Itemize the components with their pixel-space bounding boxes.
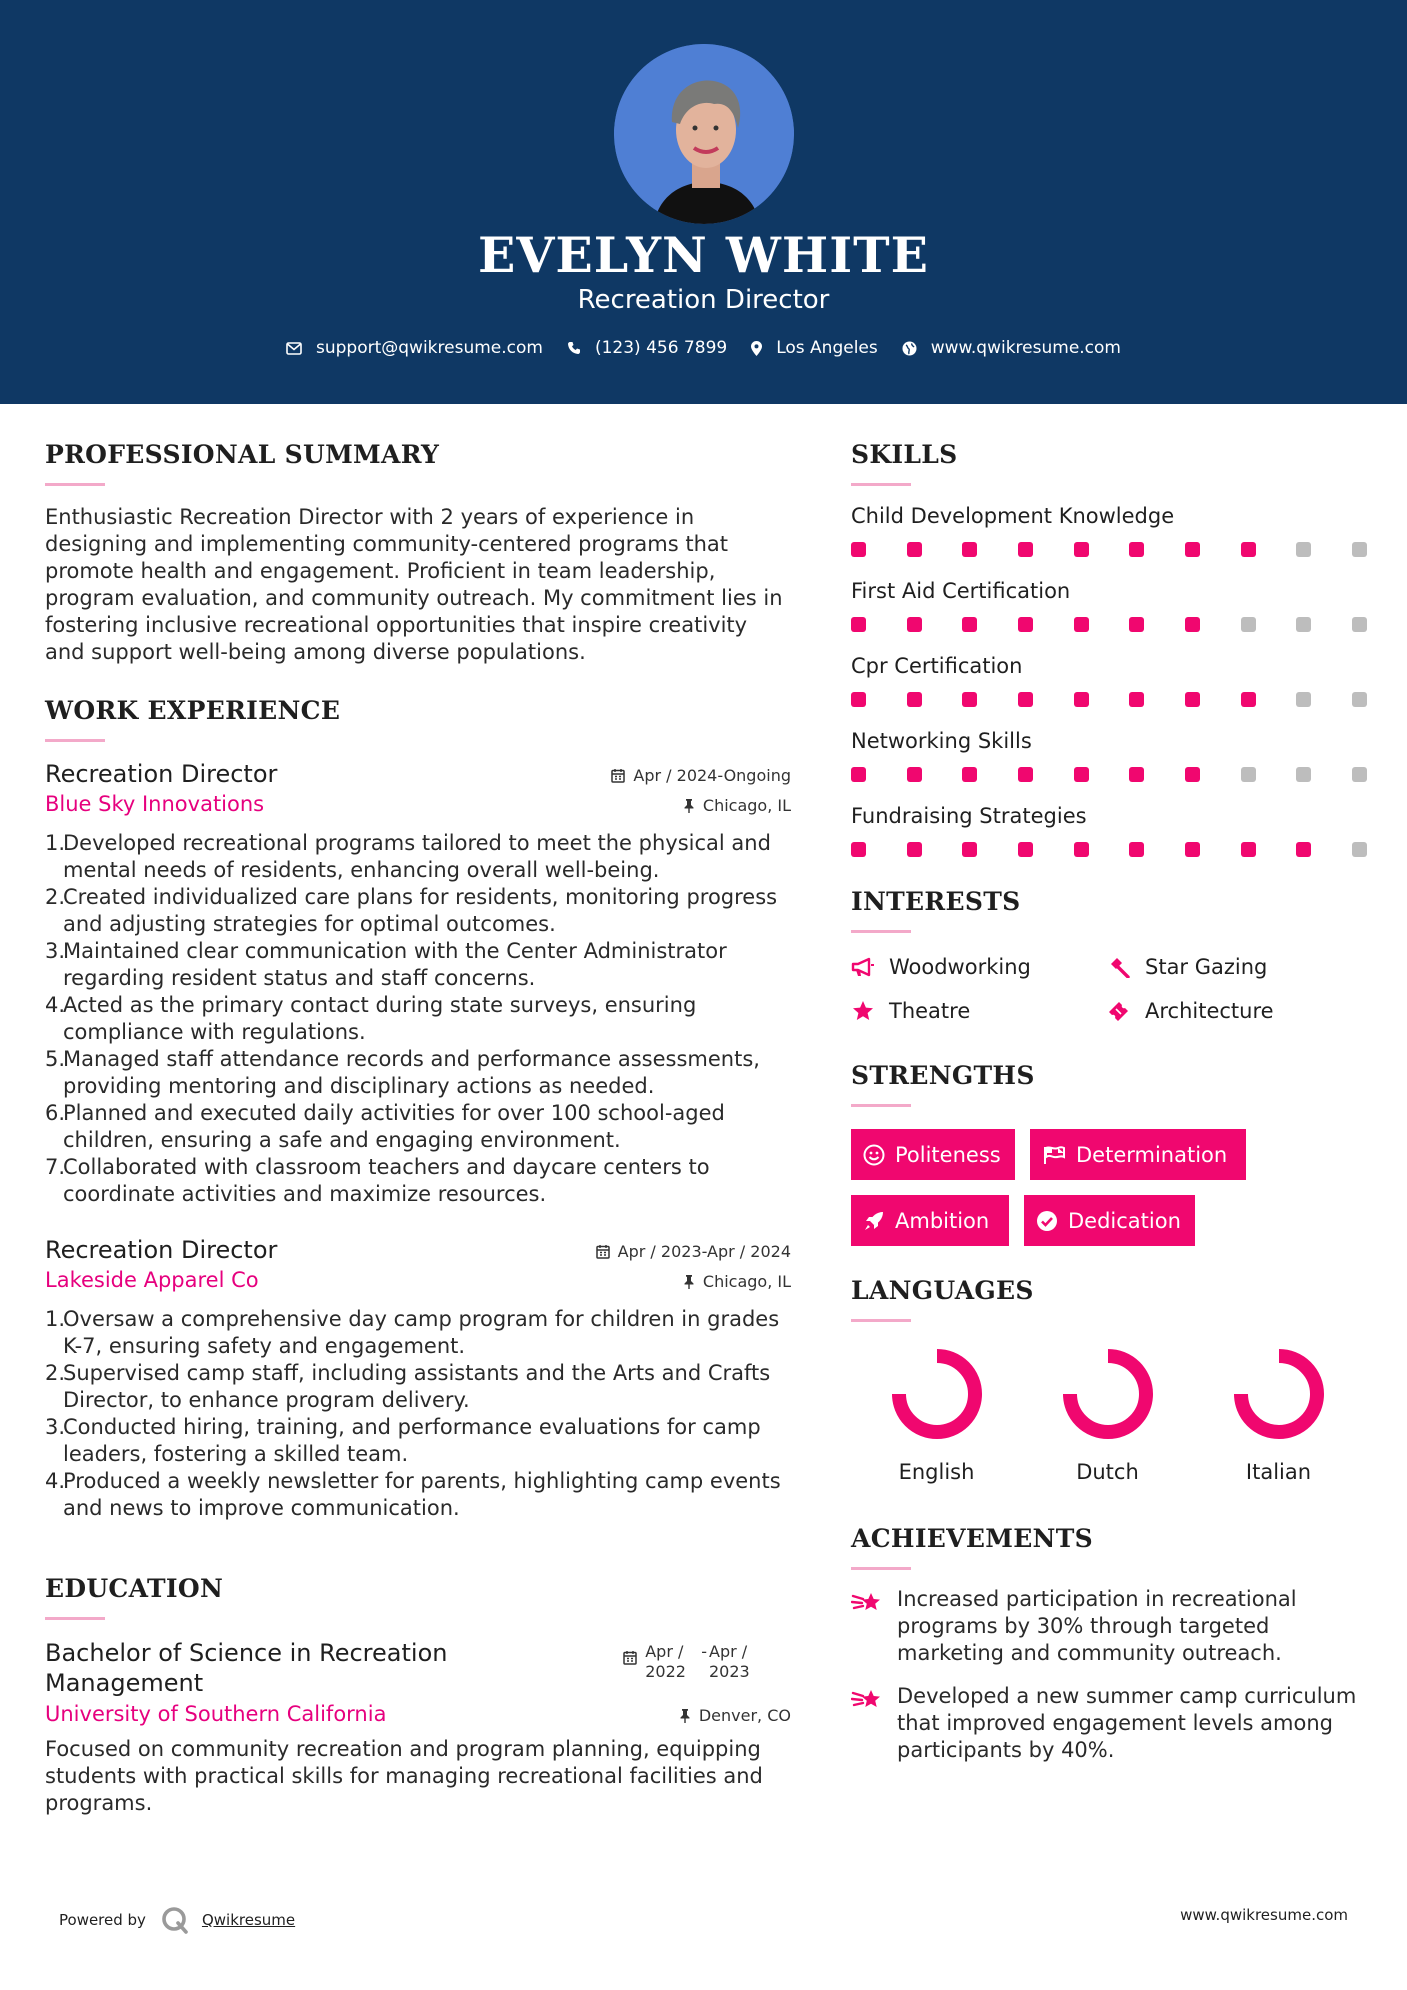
phone-icon (567, 341, 581, 355)
section-divider (851, 1319, 911, 1322)
skill-rating (851, 767, 1367, 782)
rating-dot-filled (1241, 542, 1256, 557)
qwikresume-link[interactable]: Qwikresume (201, 1911, 296, 1929)
rating-dot-filled (1129, 617, 1144, 632)
job-bullets (45, 1306, 791, 1522)
section-divider (851, 930, 911, 933)
education-subheader (45, 1702, 791, 1726)
star-icon (851, 1000, 875, 1022)
language-name: Italian (1245, 1460, 1312, 1484)
company-name: Blue Sky Innovations (45, 792, 265, 816)
rating-dot-empty (1296, 692, 1311, 707)
skill-name: Cpr Certification (851, 654, 1023, 678)
rating-dot-filled (1018, 617, 1033, 632)
portrait-image (614, 44, 794, 224)
languages-list (851, 1346, 1367, 1484)
job-bullet: Created individualized care plans for residents, monitoring progress and adjusting strategies for optimal outcomes. (63, 885, 778, 936)
rating-dot-filled (1074, 542, 1089, 557)
candidate-name: EVELYN WHITE (478, 226, 929, 284)
rating-dot-filled (1129, 542, 1144, 557)
language-level-ring (889, 1346, 985, 1442)
strength-tag (851, 1129, 1015, 1180)
rating-dot-empty (1241, 767, 1256, 782)
candidate-role: Recreation Director (577, 285, 830, 315)
job-location-text: Chicago, IL (702, 796, 791, 815)
skill-rating (851, 542, 1367, 557)
shooting-star-icon (851, 1687, 885, 1713)
interest-label: Architecture (1145, 999, 1274, 1023)
rating-dot-empty (1241, 617, 1256, 632)
rating-dot-empty (1352, 842, 1367, 857)
achievements-list (851, 1586, 1367, 1764)
contact-email[interactable] (286, 338, 543, 358)
calendar-icon (611, 768, 625, 783)
skill-item (851, 654, 1367, 707)
rating-dot-empty (1352, 617, 1367, 632)
education-start: Apr / 2022 (645, 1642, 686, 1681)
degree-title: Bachelor of Science in Recreation Management (45, 1639, 448, 1697)
summary-heading: PROFESSIONAL SUMMARY (45, 440, 440, 469)
skills-heading: SKILLS (851, 440, 958, 469)
education-heading: EDUCATION (45, 1574, 224, 1603)
language-name: English (898, 1460, 975, 1484)
strengths-heading: STRENGTHS (851, 1061, 1035, 1090)
school-name: University of Southern California (45, 1702, 387, 1726)
language-name: Dutch (1076, 1460, 1139, 1484)
skill-item (851, 579, 1367, 632)
flag-icon (1042, 1145, 1066, 1165)
interests-list (851, 955, 1367, 1023)
interest-label: Theatre (889, 999, 971, 1023)
job-bullet: Developed recreational programs tailored to meet the physical and mental needs of residents, enhancing overall well-being. (63, 831, 771, 882)
ticket-icon (1107, 1000, 1131, 1022)
rating-dot-filled (851, 542, 866, 557)
rating-dot-filled (907, 842, 922, 857)
achievement-item (851, 1683, 1367, 1764)
rating-dot-filled (1185, 542, 1200, 557)
job-dates-text: Apr / 2023-Apr / 2024 (617, 1242, 791, 1261)
rating-dot-filled (1129, 692, 1144, 707)
strengths-section (851, 1061, 1367, 1246)
map-pin-icon (751, 341, 762, 356)
contact-website[interactable] (902, 338, 1121, 358)
shooting-star-icon (851, 1590, 885, 1616)
job-bullet: Acted as the primary contact during state surveys, ensuring compliance with regulations. (63, 993, 697, 1044)
rating-dot-filled (1018, 692, 1033, 707)
job-title: Recreation Director (45, 1236, 278, 1264)
job-header (45, 760, 791, 788)
pushpin-icon (683, 798, 695, 813)
rating-dot-filled (962, 767, 977, 782)
date-separator: - (701, 1642, 707, 1661)
rating-dot-filled (1185, 692, 1200, 707)
interest-label: Star Gazing (1145, 955, 1268, 979)
rating-dot-filled (1074, 842, 1089, 857)
skill-name: First Aid Certification (851, 579, 1071, 603)
skills-section (851, 440, 1367, 857)
globe-icon (902, 341, 917, 356)
job-title: Recreation Director (45, 760, 278, 788)
interests-heading: INTERESTS (851, 887, 1021, 916)
education-location (679, 1706, 791, 1725)
job-location (683, 1272, 791, 1291)
calendar-icon (596, 1244, 610, 1259)
job-header (45, 1236, 791, 1264)
language-level-ring (1060, 1346, 1156, 1442)
job-dates-text: Apr / 2024-Ongoing (633, 766, 791, 785)
strength-tag (1030, 1129, 1246, 1180)
achievement-item (851, 1586, 1367, 1667)
rating-dot-filled (1185, 842, 1200, 857)
rating-dot-filled (1018, 542, 1033, 557)
education-location-text: Denver, CO (698, 1706, 791, 1725)
bullhorn-icon (851, 957, 875, 977)
rating-dot-filled (1074, 692, 1089, 707)
section-divider (45, 739, 105, 742)
skill-rating (851, 692, 1367, 707)
section-divider (851, 1104, 911, 1107)
summary-section (45, 440, 791, 666)
rating-dot-filled (907, 692, 922, 707)
education-section (45, 1574, 791, 1817)
rating-dot-filled (1074, 617, 1089, 632)
pushpin-icon (679, 1708, 691, 1723)
language-level-arc (899, 1356, 975, 1432)
job-bullet: Produced a weekly newsletter for parents, highlighting camp events and news to improve communication. (63, 1469, 781, 1520)
check-circle-icon (1036, 1210, 1058, 1232)
language-item (1193, 1346, 1364, 1484)
envelope-icon (286, 342, 302, 355)
experience-section (45, 696, 791, 1522)
section-divider (851, 1567, 911, 1570)
skill-name: Fundraising Strategies (851, 804, 1087, 828)
job-bullet: Planned and executed daily activities for over 100 school-aged children, ensuring a safe and engaging environment. (63, 1101, 725, 1152)
header-banner (0, 0, 1407, 404)
skill-item (851, 729, 1367, 782)
job-subheader (45, 792, 791, 816)
job-bullet: Managed staff attendance records and performance assessments, providing mentoring and disciplinary actions as needed. (63, 1047, 760, 1098)
education-dates (623, 1642, 757, 1682)
summary-text: Enthusiastic Recreation Director with 2 years of experience in designing and implementing community-centered programs that promote health and engagement. Proficient in team leadership, program evaluation, and community outreach. My commitment lies in fostering inclusive recreational opportunities that inspire creativity and support well-being among diverse populations. (45, 505, 783, 664)
skill-item (851, 804, 1367, 857)
languages-section (851, 1276, 1367, 1484)
section-divider (45, 483, 105, 486)
strength-tag (851, 1195, 1009, 1246)
job-subheader (45, 1268, 791, 1292)
rating-dot-filled (1185, 617, 1200, 632)
experience-heading: WORK EXPERIENCE (45, 696, 341, 725)
education-header (45, 1638, 791, 1698)
achievement-text: Increased participation in recreational programs by 30% through targeted marketing and community outreach. (897, 1587, 1297, 1665)
job-bullet: Oversaw a comprehensive day camp program for children in grades K-7, ensuring safety and engagement. (63, 1307, 780, 1358)
contact-bar (0, 338, 1407, 358)
language-item (1022, 1346, 1193, 1484)
rating-dot-filled (962, 542, 977, 557)
smile-icon (863, 1144, 885, 1166)
left-column (45, 440, 791, 1817)
calendar-icon (623, 1650, 637, 1665)
job-bullet: Collaborated with classroom teachers and daycare centers to coordinate activities and maximize resources. (63, 1155, 710, 1206)
skill-item (851, 504, 1367, 557)
strength-label: Dedication (1068, 1208, 1181, 1233)
rating-dot-empty (1296, 767, 1311, 782)
email-text: support@qwikresume.com (316, 338, 543, 358)
job-entry (45, 1236, 791, 1522)
job-location-text: Chicago, IL (702, 1272, 791, 1291)
language-level-ring (1231, 1346, 1327, 1442)
job-dates (611, 766, 791, 785)
education-text: Focused on community recreation and program planning, equipping students with practical skills for managing recreational facilities and programs. (45, 1737, 763, 1815)
education-end: Apr / 2023 (709, 1642, 750, 1681)
strength-tag (1024, 1195, 1195, 1246)
footer-branding (59, 1905, 295, 1935)
skill-rating (851, 617, 1367, 632)
qwikresume-logo-icon (160, 1905, 190, 1935)
rating-dot-filled (851, 842, 866, 857)
footer-website[interactable]: www.qwikresume.com (1180, 1906, 1348, 1924)
rating-dot-filled (1241, 692, 1256, 707)
pushpin-icon (683, 1274, 695, 1289)
right-column (851, 440, 1367, 1764)
rating-dot-filled (907, 617, 922, 632)
rating-dot-filled (851, 767, 866, 782)
language-item (851, 1346, 1022, 1484)
rating-dot-empty (1352, 542, 1367, 557)
rating-dot-filled (1018, 767, 1033, 782)
job-bullet: Conducted hiring, training, and performance evaluations for camp leaders, fostering a skilled team. (63, 1415, 761, 1466)
rating-dot-filled (962, 617, 977, 632)
skills-list (851, 504, 1367, 857)
gavel-icon (1107, 956, 1131, 978)
achievement-text: Developed a new summer camp curriculum that improved engagement levels among participants by 40%. (897, 1684, 1357, 1762)
languages-heading: LANGUAGES (851, 1276, 1034, 1305)
interest-item (851, 999, 1107, 1023)
rating-dot-empty (1296, 617, 1311, 632)
job-bullet: Supervised camp staff, including assistants and the Arts and Crafts Director, to enhance program delivery. (63, 1361, 771, 1412)
rating-dot-filled (1185, 767, 1200, 782)
language-level-arc (1241, 1356, 1317, 1432)
job-bullet: Maintained clear communication with the Center Administrator regarding resident status and staff concerns. (63, 939, 727, 990)
interest-item (1107, 999, 1363, 1023)
language-level-arc (1070, 1356, 1146, 1432)
rating-dot-filled (907, 767, 922, 782)
section-divider (851, 483, 911, 486)
job-entry (45, 760, 791, 1208)
interest-label: Woodworking (889, 955, 1031, 979)
rating-dot-empty (1296, 542, 1311, 557)
contact-phone[interactable] (567, 338, 727, 358)
rating-dot-filled (1074, 767, 1089, 782)
strengths-list (851, 1129, 1367, 1246)
contact-location (751, 338, 878, 358)
strength-label: Ambition (895, 1208, 990, 1233)
skill-rating (851, 842, 1367, 857)
rating-dot-empty (1352, 767, 1367, 782)
strength-label: Determination (1076, 1142, 1228, 1167)
company-name: Lakeside Apparel Co (45, 1268, 259, 1292)
interests-section (851, 887, 1367, 1023)
website-text: www.qwikresume.com (930, 338, 1121, 358)
powered-by-text: Powered by (59, 1911, 146, 1929)
profile-photo (614, 44, 794, 224)
skill-name: Child Development Knowledge (851, 504, 1175, 528)
strength-label: Politeness (895, 1142, 1001, 1167)
rating-dot-filled (1129, 842, 1144, 857)
rating-dot-filled (1018, 842, 1033, 857)
phone-text: (123) 456 7899 (594, 338, 728, 358)
rating-dot-filled (1129, 767, 1144, 782)
interest-item (851, 955, 1107, 979)
rating-dot-filled (1241, 842, 1256, 857)
rating-dot-filled (962, 692, 977, 707)
rating-dot-filled (1296, 842, 1311, 857)
rating-dot-filled (851, 617, 866, 632)
job-bullets (45, 830, 791, 1208)
job-location (683, 796, 791, 815)
rating-dot-empty (1352, 692, 1367, 707)
skill-name: Networking Skills (851, 729, 1032, 753)
interest-item (1107, 955, 1363, 979)
rating-dot-filled (851, 692, 866, 707)
rocket-icon (863, 1210, 885, 1232)
achievements-heading: ACHIEVEMENTS (851, 1524, 1093, 1553)
job-dates (596, 1242, 791, 1261)
rating-dot-filled (962, 842, 977, 857)
achievements-section (851, 1524, 1367, 1764)
section-divider (45, 1617, 105, 1620)
location-text: Los Angeles (776, 338, 878, 358)
rating-dot-filled (907, 542, 922, 557)
